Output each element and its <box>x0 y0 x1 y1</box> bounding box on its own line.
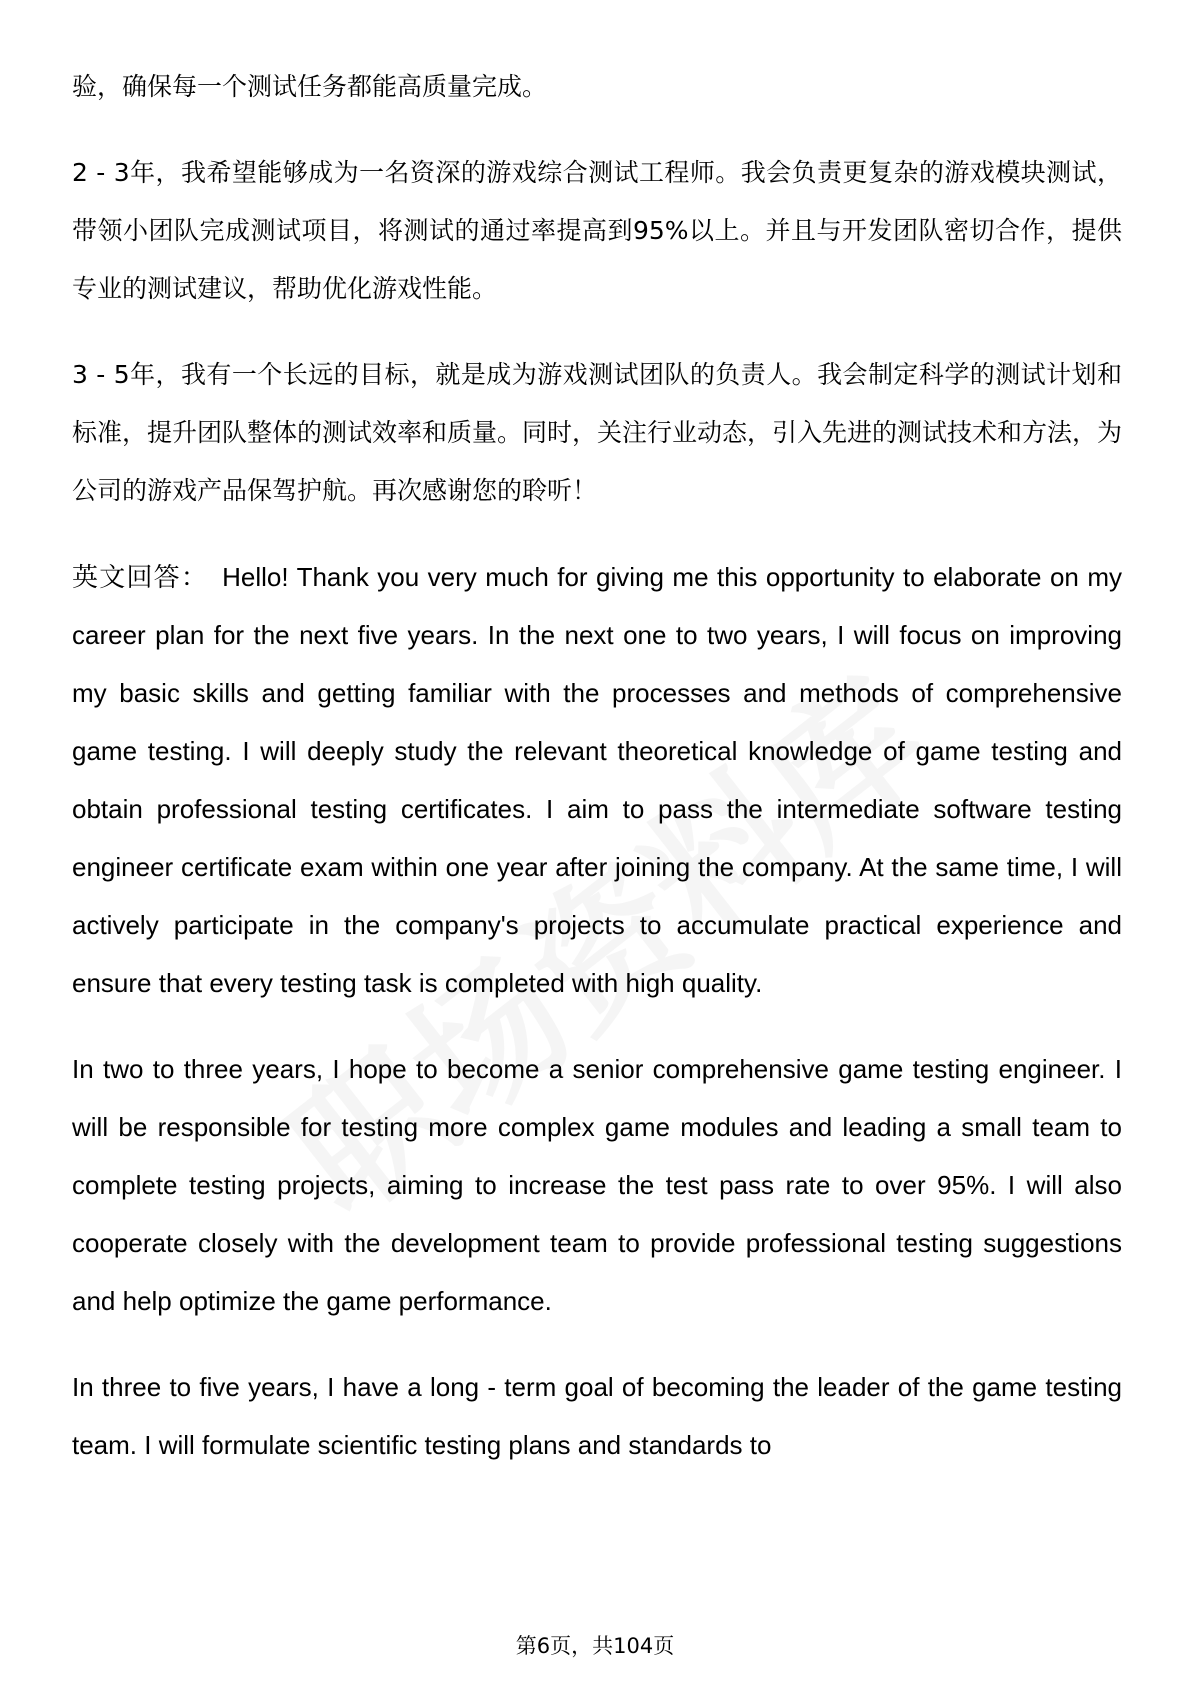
page-number-footer: 第6页，共104页 <box>515 1634 675 1658</box>
paragraph-cn-3-5-years: 3 - 5年，我有一个长远的目标，就是成为游戏测试团队的负责人。我会制定科学的测试计划和标准，提升团队整体的测试效率和质量。同时，关注行业动态，引入先进的测试技术和方法，为公司的游戏产品保驾护航。再次感谢您的聆听！ <box>72 360 1123 505</box>
paragraph-en-3-5-years: In three to five years, I have a long - term goal of becoming the leader of the game testing team. I will formulate scientific testing plans and standards to <box>72 1372 1122 1460</box>
paragraph-cn-continuation: 验，确保每一个测试任务都能高质量完成。 <box>72 72 548 101</box>
paragraph-en-2-3-years: In two to three years, I hope to become a senior comprehensive game testing engineer. I will be responsible for testing more complex game modules and leading a small team to complete testing projects, aiming to increase the test pass rate to over 95%. I will also cooperate closely with the development team to provide professional testing suggestions and help optimize the game performance. <box>72 1054 1122 1316</box>
paragraph-en-answer-1 <box>72 548 1122 1012</box>
paragraph-cn-2-3-years: 2 - 3年，我希望能够成为一名资深的游戏综合测试工程师。我会负责更复杂的游戏模块测试，带领小团队完成测试项目，将测试的通过率提高到95%以上。并且与开发团队密切合作，提供专业的测试建议，帮助优化游戏性能。 <box>72 158 1122 303</box>
document-body <box>72 58 1122 1502</box>
english-answer-label: 英文回答： <box>72 562 209 592</box>
paragraph-en-1-text: Hello! Thank you very much for giving me this opportunity to elaborate on my career plan for the next five years. In the next one to two years, I will focus on improving my basic skills and getting familiar with the processes and methods of comprehensive game testing. I will deeply study the relevant theoretical knowledge of game testing and obtain professional testing certificates. I aim to pass the intermediate software testing engineer certificate exam within one year after joining the company. At the same time, I will actively participate in the company's projects to accumulate practical experience and ensure that every testing task is completed with high quality. <box>72 562 1122 998</box>
